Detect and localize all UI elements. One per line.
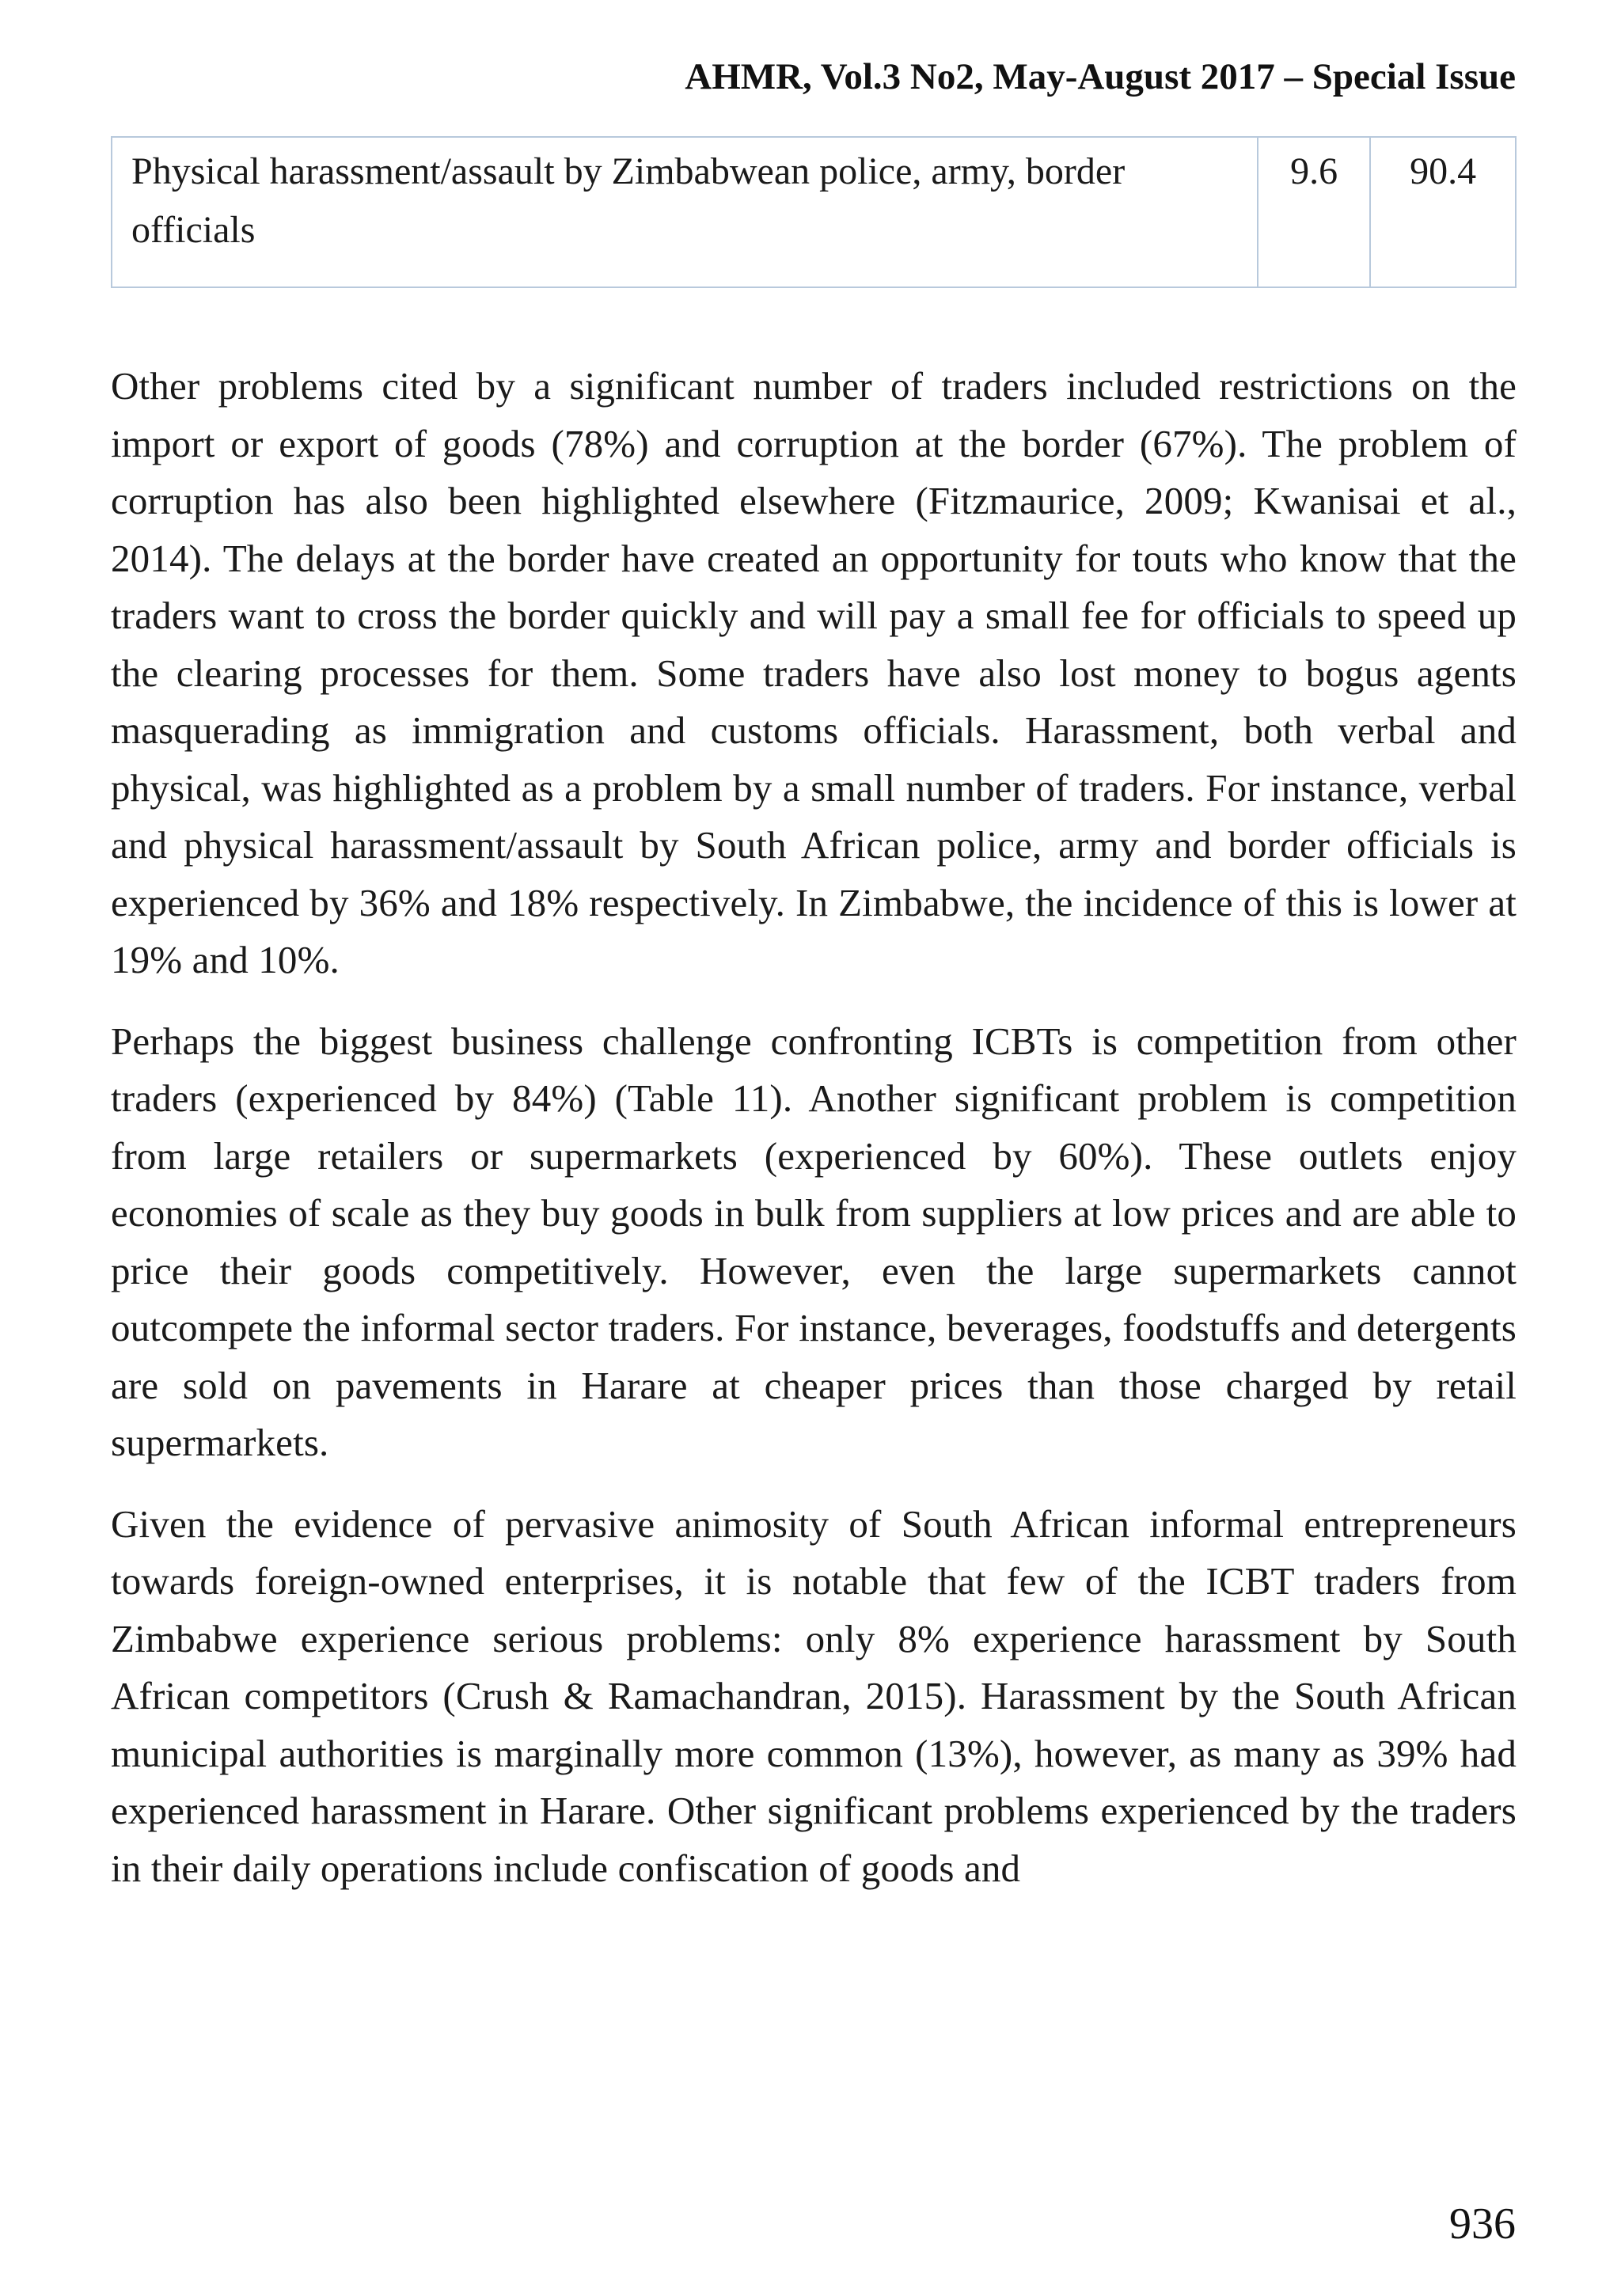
running-header: AHMR, Vol.3 No2, May-August 2017 – Special Issue <box>685 56 1516 97</box>
table-row <box>112 137 1516 287</box>
paragraph-2: Perhaps the biggest business challenge confronting ICBTs is competition from other traders (experienced by 84%) (Table 11). Another significant problem is competition from large retailers or supermarkets (experienced by 60%). These outlets enjoy economies of scale as they buy goods in bulk from suppliers at low prices and are able to price their goods competitively. However, even the large supermarkets cannot outcompete the informal sector traders. For instance, beverages, foodstuffs and detergents are sold on pavements in Harare at cheaper prices than those charged by retail supermarkets. <box>111 1019 1517 1464</box>
paragraph-1: Other problems cited by a significant number of traders included restrictions on the import or export of goods (78%) and corruption at the border (67%). The problem of corruption has also been highlighted elsewhere (Fitzmaurice, 2009; Kwanisai et al., 2014). The delays at the border have created an opportunity for touts who know that the traders want to cross the border quickly and will pay a small fee for officials to speed up the clearing processes for them. Some traders have also lost money to bogus agents masquerading as immigration and customs officials. Harassment, both verbal and physical, was highlighted as a problem by a small number of traders. For instance, verbal and physical harassment/assault by South African police, army and border officials is experienced by 36% and 18% respectively. In Zimbabwe, the incidence of this is lower at 19% and 10%. <box>111 364 1517 981</box>
paragraph-3: Given the evidence of pervasive animosity of South African informal entrepreneurs towards foreign-owned enterprises, it is notable that few of the ICBT traders from Zimbabwe experience serious problems: only 8% experience harassment by South African competitors (Crush & Ramachandran, 2015). Harassment by the South African municipal authorities is marginally more common (13%), however, as many as 39% had experienced harassment in Harare. Other significant problems experienced by the traders in their daily operations include confiscation of goods and <box>111 1501 1517 1890</box>
page-number: 936 <box>1449 2199 1516 2249</box>
table-cell-value-1: 9.6 <box>1258 137 1370 287</box>
body-text <box>111 358 1517 1921</box>
table-cell-label: Physical harassment/assault by Zimbabwean police, army, border officials <box>112 137 1258 287</box>
table-cell-value-2: 90.4 <box>1370 137 1516 287</box>
results-table <box>111 136 1517 288</box>
